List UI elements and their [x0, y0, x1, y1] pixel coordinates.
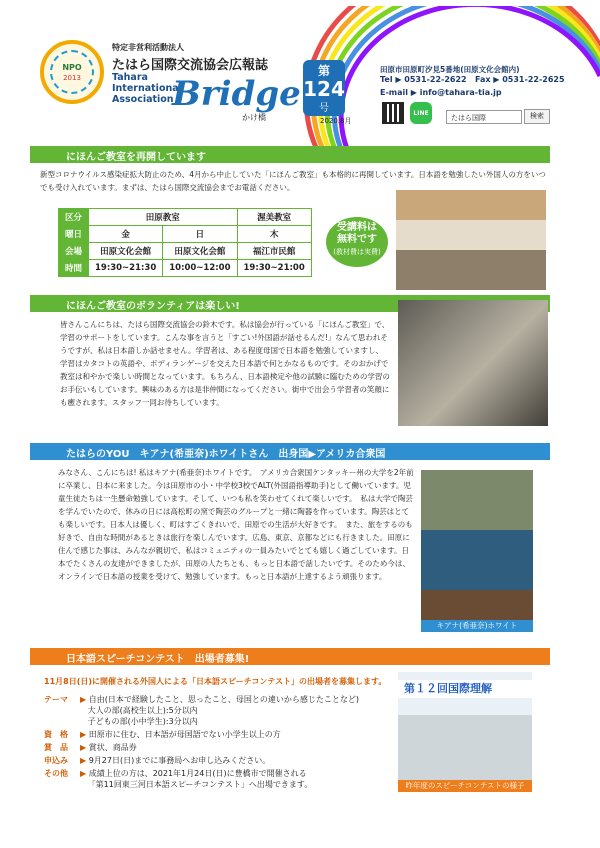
section-body-text: 新型コロナウイルス感染症拡大防止のため、4月から中止していた「にほんご教室」も本格的に再開しています。日本語を勉強したい外国人の方をいつでも受け入れています。まずは、たはら国際交流協会までお電話ください。	[40, 170, 546, 192]
line-app-icon: LINE	[410, 102, 432, 124]
table-cell: 19:30~21:00	[237, 260, 311, 277]
row-value: 自由(日本で経験したこと、思ったこと、母国との違いから感じたことなど)	[88, 695, 359, 704]
classroom-photo	[396, 190, 546, 290]
row-label: 資 格	[44, 730, 68, 739]
row-label: テーマ	[44, 695, 68, 704]
section-title-bar: 日本語スピーチコンテスト 出場者募集!	[30, 648, 550, 665]
contest-row	[44, 768, 307, 779]
contest-row	[44, 716, 198, 727]
row-label: 申込み	[44, 756, 68, 765]
fee-line-2: 無料です	[337, 234, 377, 245]
class-schedule-table	[58, 208, 312, 277]
magazine-title: Bridge	[172, 74, 301, 114]
fax-number: Fax ▶ 0531-22-2625	[474, 75, 565, 84]
table-cell: 10:00~12:00	[163, 260, 237, 277]
table-cell: 日	[163, 226, 237, 243]
table-cell: 渥美教室	[237, 209, 311, 226]
search-button[interactable]: 検索	[524, 109, 550, 124]
org-en-line1: Tahara	[112, 72, 148, 83]
qr-code-icon	[382, 102, 404, 124]
row-label: その他	[44, 769, 68, 778]
row-label: 賞 品	[44, 743, 68, 752]
table-cell: 金	[89, 226, 163, 243]
email-address: E-mail ▶ info@tahara-tia.jp	[380, 88, 502, 97]
fee-line-1: 受講料は	[337, 222, 377, 233]
row-value: 子どもの部(小中学生):3分以内	[87, 717, 198, 726]
issue-number: 124	[303, 77, 345, 101]
bullet-icon: ▶	[80, 769, 89, 778]
bullet-icon: ▶	[80, 695, 89, 704]
portrait-photo	[421, 470, 533, 620]
table-cell: 木	[237, 226, 311, 243]
issue-suffix: 号	[319, 103, 329, 114]
table-cell: 田原文化会館	[89, 243, 163, 260]
issue-prefix: 第	[317, 64, 330, 78]
table-row	[59, 260, 312, 277]
contest-announcement: 11月8日(日)に開催される外国人による「日本語スピーチコンテスト」の出場者を募集します。	[44, 677, 387, 686]
contest-row	[44, 694, 359, 705]
contest-row	[44, 755, 270, 766]
row-value: 田原市に住む、日本語が母国語でない小学生以上の方	[88, 730, 281, 739]
issue-badge	[303, 60, 345, 116]
logo-npo-text: NPO	[62, 62, 82, 72]
table-cell: 時間	[59, 260, 89, 277]
row-value: 賞状、商品券	[88, 743, 137, 752]
table-cell: 区分	[59, 209, 89, 226]
row-value: 9月27日(日)までに事務局へお申し込みください。	[88, 756, 271, 765]
bullet-icon: ▶	[80, 756, 89, 765]
row-value: 「第11回東三河日本語スピーチコンテスト」へ出場できます。	[87, 780, 313, 789]
table-cell: 田原文化会館	[163, 243, 237, 260]
table-row	[59, 243, 312, 260]
bullet-icon: ▶	[80, 730, 89, 739]
contest-row	[44, 729, 281, 740]
contest-row	[44, 779, 312, 790]
logo-year-text: 2013	[63, 73, 81, 82]
photo-caption: 昨年度のスピーチコンテストの様子	[398, 780, 532, 792]
table-cell: 曜日	[59, 226, 89, 243]
volunteers-photo	[398, 300, 548, 426]
org-type: 特定非営利活動法人	[112, 43, 184, 52]
association-logo	[40, 40, 104, 104]
table-cell: 福江市民館	[237, 243, 311, 260]
logo-ring	[50, 50, 94, 94]
search-input[interactable]: たはら国際	[446, 110, 522, 124]
issue-date: 2020.8月	[320, 117, 352, 125]
magazine-subtitle: かけ橋	[242, 113, 266, 122]
bullet-icon: ▶	[80, 743, 89, 752]
contest-row	[44, 742, 137, 753]
phone-number: Tel ▶ 0531-22-2622	[380, 75, 467, 84]
address: 田原市田原町汐見5番地(田原文化会館内)	[380, 65, 520, 74]
speech-contest-photo	[398, 672, 532, 780]
masthead	[0, 0, 600, 135]
org-en-line2: International	[112, 83, 182, 94]
section-title-bar: にほんご教室を再開しています	[30, 146, 550, 163]
photo-caption: キアナ(希亜奈)ホワイト	[421, 620, 533, 632]
row-value: 成績上位の方は、2021年1月24日(日)に豊橋市で開催される	[88, 769, 307, 778]
table-row	[59, 226, 312, 243]
table-cell: 会場	[59, 243, 89, 260]
table-cell: 田原教室	[89, 209, 238, 226]
section-title-bar: にほんご教室のボランティアは楽しい!	[30, 295, 550, 312]
org-name: たはら国際交流協会広報誌	[112, 58, 269, 73]
table-cell: 19:30~21:30	[89, 260, 163, 277]
section-body-text: 皆さんこんにちは、たはら国際交流協会の鈴木です。私は協会が行っている「にほんご教室」で、学習のサポートをしています。こんな事を言うと「すごい!外国語が話せるんだ!」なんて思われそうですが、私は日本語しか話せません。学習者は、ある程度母国で日本語を勉強していますし、学習はカタコトの英語や、ボディランゲージを交えた日本語で何とかなるものです。そのおかげで教室は和やかで楽しい時間となっています。もちろん、日本語検定や他の試験に臨むための学習のお手伝いもしています。興味のある方は是非仲間になってください。街中で出会う学習者の笑顔にも癒されます。スタッフ一同お待ちしています。	[60, 320, 390, 407]
row-value: 大人の部(高校生以上):5分以内	[87, 706, 198, 715]
org-en-line3: Association	[112, 94, 174, 105]
contest-row	[44, 705, 198, 716]
section-title-bar: たはらのYOU キアナ(希亜奈)ホワイトさん 出身国▶アメリカ合衆国	[30, 443, 550, 460]
phone-fax	[380, 75, 565, 84]
free-tuition-badge	[326, 217, 388, 267]
table-row	[59, 209, 312, 226]
fee-note: (教材費は実費)	[333, 248, 381, 256]
photo-banner-text: 第１２回国際理解	[398, 680, 532, 698]
section-body-text: みなさん、こんにちは! 私はキアナ(希亜奈)ホワイトです。 アメリカ合衆国ケンタッキー州の大学を2年前に卒業し、日本に来ました。今は田原市の小・中学校3校でALT(外国語指導助手)として働いています。児童生徒たちは一生懸命勉強しています。そして、いつも私を笑わせてくれて楽しいです。 私は大学で陶芸を学んでいたので、休みの日には高松町の窯で陶芸のグループと一緒に陶器を作っています。陶芸はとても楽しいです。日本人は優しく、町はすごくきれいで、田原での生活が大好きです。 また、旅をするのも好きで、自由な時間があるときは旅行を楽しんでいます。広島、東京、京都などにも行きました。田原に住んで感じた事は、みんなが親切で、私はコミュニティの一員みたいでとても嬉しく過ごしています。日本でたくさんの友達ができましたが、田原の人たちとも、もっと日本語で話したいです。そのため今は、オンラインで日本語の授業を受けて、勉強しています。もっと日本語が上達するよう頑張ります。	[58, 468, 414, 581]
